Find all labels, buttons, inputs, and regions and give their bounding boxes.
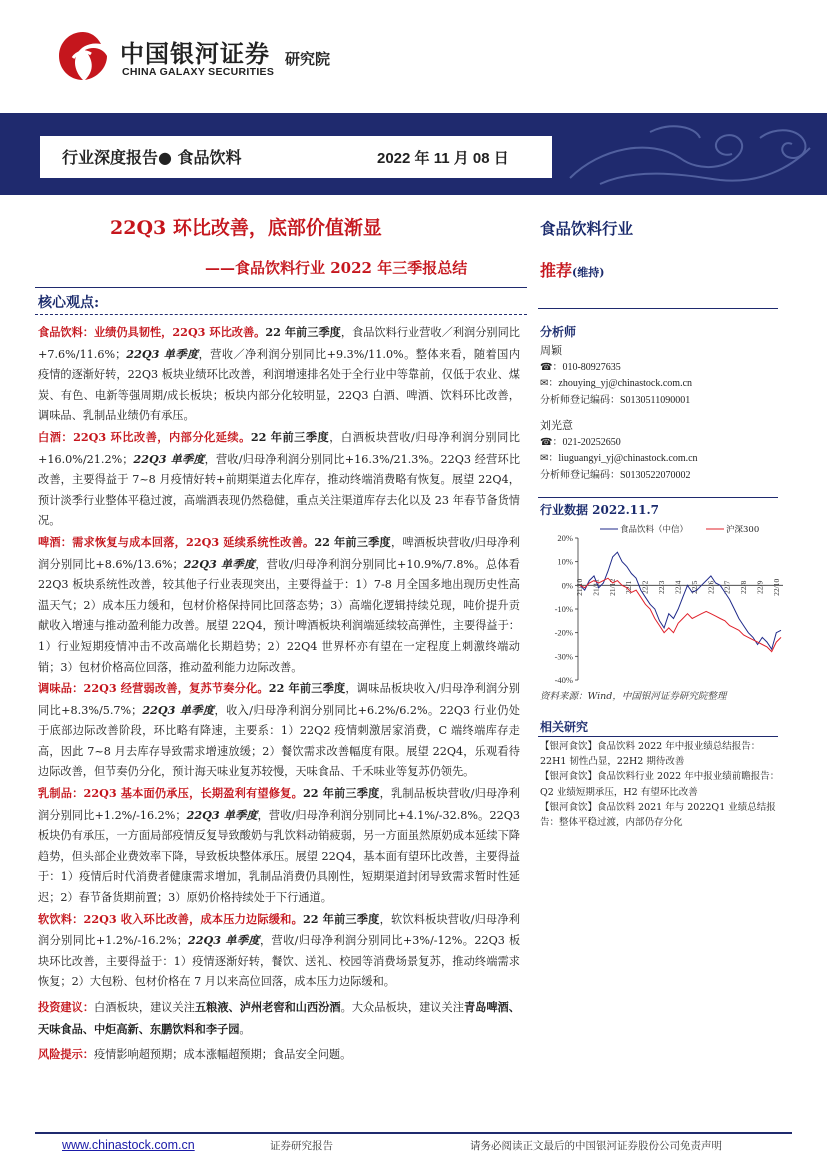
paragraph-text: ，营收/归母净利润分别同比+10.9%/7.8%。总体看 22Q3 板块系统性改善，较其他子行业表现突出，主要得益于：1）7-8 月全国多地出现历史性高温天气；2）成本压力缓和，包材价格保持同比回落态势；3）高端化逻辑持续兑现，吨价提升贡献收入增速与推动盈利能力改善。展望 22Q4，预计啤酒板块利润端延续较高弹性，主要得益于：1）行业短期疫情冲击不改高端化长期趋势；2）22Q4 世界杯亦有望在一定程度上刺激终端动销；3）包材价格高位回落，推动盈利能力边际改善。	[38, 557, 520, 674]
logo-english-name: CHINA GALAXY SECURITIES	[122, 66, 275, 78]
paragraph-text: ，白酒板块营收/归母净利润分别同比+16.0%/21.2%；	[38, 430, 520, 466]
analyst-registration: 分析师登记编码：S0130511090001	[540, 394, 691, 406]
industry-name: 食品饮料行业	[540, 219, 634, 238]
related-research-item[interactable]: 【银河食饮】食品饮料 2022 年中报业绩总结报告：22H1 韧性凸显，22H2 期待改善	[540, 741, 761, 768]
x-tick-label: 22/7	[722, 580, 732, 595]
paragraph-text: 疫情影响超预期；成本涨幅超预期；食品安全问题。	[93, 1048, 352, 1062]
y-tick-label: -10%	[554, 604, 573, 614]
paragraph-heading: 调味品：22Q3 经营弱改善，复苏节奏分化。	[38, 681, 269, 696]
recommended-stocks: 五粮液、泸州老窖和山西汾酒	[194, 1000, 341, 1014]
risk-heading: 风险提示：	[38, 1047, 94, 1062]
investment-heading: 投资建议：	[38, 1000, 95, 1014]
y-tick-label: -30%	[554, 651, 573, 662]
analyst-email[interactable]: ✉：liuguangyi_yj@chinastock.com.cn	[540, 453, 698, 464]
footer-divider	[35, 1132, 792, 1134]
paragraph-text: ，调味品板块收入/归母净利润分别同比+8.3%/5.7%；	[38, 682, 520, 717]
chart-source: 资料来源：Wind，中国银河证券研究院整理	[540, 691, 727, 702]
period-label: 22Q3 单季度	[186, 807, 258, 822]
core-views-body	[38, 322, 520, 1066]
paragraph-text: ，营收/归母净利润分别同比+3%/-12%。22Q3 板块环比改善，主要得益于：1）疫情逐渐好转，餐饮、送礼、校园等消费场景复苏，推动终端需求恢复；2）大包粉、包材价格在 7 月以来高位回落，成本压力边际缓和。	[38, 934, 521, 989]
report-title: 22Q3 环比改善，底部价值渐显	[110, 217, 382, 239]
paragraph-condiments	[38, 678, 520, 783]
x-tick-label: 22/1	[624, 580, 634, 595]
x-tick-label: 21/12	[607, 578, 617, 596]
y-tick-label: 0%	[561, 580, 573, 591]
paragraph-heading: 啤酒：需求恢复与成本回落，22Q3 延续系统性改善。	[38, 534, 315, 549]
analyst-name: 刘光意	[540, 420, 573, 432]
footer-disclaimer: 请务必阅读正文最后的中国银河证券股份公司免责声明	[470, 1140, 722, 1152]
core-views-label: 核心观点:	[38, 295, 100, 311]
x-tick-label: 22/3	[657, 580, 667, 595]
paragraph-heading: 乳制品：22Q3 基本面仍承压，长期盈利有望修复。	[38, 786, 303, 801]
paragraph-baijiu	[38, 427, 520, 532]
industry-data-label: 行业数据 2022.11.7	[540, 503, 659, 517]
paragraph-beer	[38, 532, 520, 678]
paragraph-text: 白酒板块，建议关注	[94, 1001, 195, 1014]
series-line-0	[580, 552, 781, 649]
period-label: 22 年前三季度	[250, 429, 330, 444]
cloud-ornament-icon	[560, 118, 820, 190]
paragraph-heading: 白酒：22Q3 环比改善，内部分化延续。	[38, 429, 251, 444]
period-label: 22 年前三季度	[268, 681, 346, 696]
paragraph-text: ，软饮料板块营收/归母净利润分别同比+1.2%/-16.2%；	[38, 912, 520, 948]
industry-index-chart	[538, 520, 788, 685]
paragraph-heading: 软饮料：22Q3 收入环比改善，成本压力边际缓和。	[38, 911, 303, 926]
rating-value: 推荐	[540, 261, 573, 280]
period-label: 22Q3 单季度	[187, 933, 260, 948]
paragraph-text: ，营收/归母净利润分别同比+16.3%/21.3%。22Q3 经营环比改善，主要得益于 7~8 月疫情好转+前期渠道去化库存，推动终端消费略有恢复。展望 22Q4，预计淡季行业整体平稳过渡，高端酒表现仍然稳健，重点关注渠道库存去化以及 23 年春节备货情况。	[38, 452, 521, 528]
paragraph-text: ，收入/归母净利润分别同比+6.2%/6.2%。22Q3 行业仍处于底部边际改善阶段，环比略有降速，主要系：1）22Q2 疫情刺激居家消费，C 端终端库存走高，因此 7~8 月去库存导致需求增速放缓；2）餐饮需求改善幅度有限。展望 22Q4，乐观看待边际改善，但节奏仍分化，预计海天味业复苏较慢，天味食品、千禾味业等复苏仍领先。	[38, 703, 520, 779]
title-divider	[35, 287, 527, 288]
paragraph-text: ，营收/归母净利润分别同比+4.1%/-32.8%。22Q3 板块仍有承压，一方面局部疫情反复导致酸奶与乳饮料动销疲弱，另一方面虽然原奶成本延续下降趋势，但头部企业费效率下降，导致板块整体承压。展望 22Q4，基本面有望环比改善，主要得益于：1）疫情后时代消费者健康需求增加，乳制品消费仍具刚性，短期渠道封闭导致需求暂时性延迟；2）春节备货期前置；3）原奶价格持续处于下行通道。	[38, 808, 520, 905]
galaxy-logo-icon	[55, 28, 111, 84]
institute-label: 研究院	[285, 50, 331, 68]
right-divider	[538, 497, 778, 498]
paragraph-risk	[38, 1044, 520, 1066]
paragraph-investment	[38, 997, 520, 1040]
period-label: 22 年前三季度	[314, 534, 391, 549]
paragraph-text: ，啤酒板块营收/归母净利润分别同比+8.6%/13.6%；	[38, 535, 520, 571]
paragraph-dairy	[38, 783, 520, 909]
analyst-phone: ☎：010-80927635	[540, 361, 621, 373]
analyst-phone: ☎：021-20252650	[540, 436, 621, 448]
recommended-stocks: 青岛啤酒、天味食品、中炬高新、东鹏饮料和李子园	[38, 1000, 520, 1036]
paragraph-soft-drinks	[38, 909, 520, 993]
x-tick-label: 22/9	[755, 580, 765, 595]
x-tick-label: 22/4	[673, 580, 683, 595]
report-date: 2022 年 11 月 08 日	[377, 150, 509, 167]
right-divider	[538, 736, 778, 737]
x-tick-label: 22/5	[689, 580, 699, 595]
analyst-label: 分析师	[540, 325, 577, 339]
period-label: 22Q3 单季度	[142, 702, 215, 717]
period-label: 22 年前三季度	[265, 325, 341, 339]
rating-qualifier: (维持)	[572, 266, 605, 279]
report-subtitle: ——食品饮料行业 2022 年三季报总结	[205, 259, 468, 277]
analyst-name: 周颖	[540, 345, 562, 357]
analyst-card	[540, 343, 692, 409]
period-label: 22Q3 单季度	[133, 451, 205, 466]
paragraph-text: ，食品饮料行业营收／利润分别同比+7.6%/11.6%；	[38, 326, 520, 361]
period-label: 22 年前三季度	[302, 786, 380, 801]
analyst-card	[540, 418, 698, 484]
related-research-item[interactable]: 【银河食饮】食品饮料 2021 年与 2022Q1 业绩总结报告：整体平稳过渡，内部仍存分化	[540, 801, 776, 829]
x-tick-label: 21/10	[575, 578, 584, 596]
related-research-label: 相关研究	[540, 720, 589, 734]
footer-report-type: 证券研究报告	[270, 1140, 333, 1152]
analyst-email[interactable]: ✉：zhouying_yj@chinastock.com.cn	[540, 378, 693, 389]
paragraph-text: ，乳制品板块营收/归母净利润分别同比+1.2%/-16.2%；	[38, 787, 520, 822]
analyst-registration: 分析师登记编码：S0130522070002	[540, 469, 691, 481]
rating	[540, 258, 604, 281]
paragraph-text: 。	[239, 1022, 251, 1036]
x-tick-label: 22/8	[739, 580, 749, 595]
x-tick-label: 22/2	[640, 580, 650, 595]
logo-chinese-name: 中国银河证券	[120, 40, 270, 68]
right-divider	[538, 308, 778, 309]
y-tick-label: -40%	[554, 675, 573, 685]
x-tick-label: 21/11	[591, 578, 601, 596]
period-label: 22Q3 单季度	[183, 556, 256, 571]
period-label: 22 年前三季度	[302, 911, 380, 926]
period-label: 22Q3 单季度	[126, 346, 199, 361]
y-tick-label: -20%	[554, 627, 573, 638]
paragraph-heading: 食品饮料：业绩仍具韧性，22Q3 环比改善。	[38, 325, 266, 339]
related-research-list	[540, 739, 780, 830]
x-tick-label: 22/10	[772, 578, 781, 596]
footer-website-link[interactable]: www.chinastock.com.cn	[62, 1138, 195, 1152]
core-views-divider	[35, 314, 527, 315]
paragraph-food-beverage	[38, 322, 520, 427]
legend-label: 沪深300	[726, 525, 760, 535]
report-type: 行业深度报告● 食品饮料	[62, 148, 242, 167]
legend-label: 食品饮料（中信）	[620, 525, 689, 535]
y-tick-label: 10%	[557, 556, 573, 567]
paragraph-text: 。大众品板块，建议关注	[340, 1001, 464, 1014]
x-tick-label: 22/6	[706, 580, 716, 595]
related-research-item[interactable]: 【银河食饮】食品饮料行业 2022 年中报业绩前瞻报告：Q2 业绩短期承压，H2 有望环比改善	[540, 771, 780, 798]
paragraph-text: ，营收／净利润分别同比+9.3%/11.0%。整体来看，随着国内疫情的逐渐好转，22Q3 板块业绩环比改善，利润增速排名处于全行业中等靠前，仅低于农业、煤炭、有色、电新等强周期/成长板块；板块内部分化较明显，22Q3 白酒、啤酒、饮料环比改善，调味品、乳制品业绩仍有承压。	[38, 347, 521, 423]
y-tick-label: 20%	[557, 533, 573, 543]
